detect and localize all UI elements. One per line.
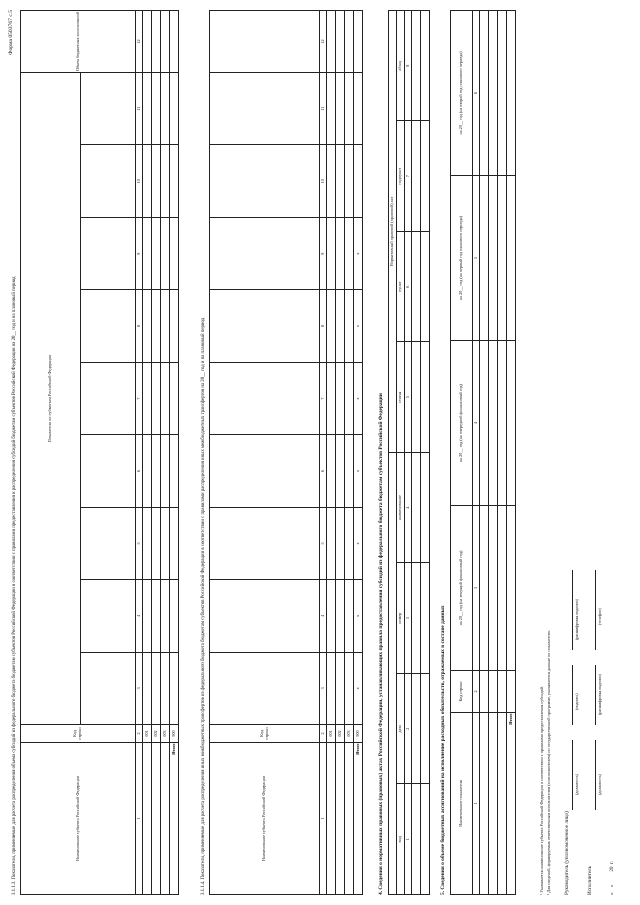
column-number: 3: [136, 652, 143, 724]
s2-col-name: Наименование субъекта Российской Федерации: [210, 743, 320, 895]
table-section4: Нормативный правовой (правовой) акт вид дата номер наименование статья пункт подпункт абзац 1 2 3 4 5 6 7 8: [388, 10, 430, 895]
footnote-1: ¹ Указывается наименование субъекта Российской Федерации в соответствии с правилами предоставления субсидий.: [539, 685, 544, 895]
total-row: Итого 900 x x x x x x x: [354, 11, 363, 895]
table-row: [498, 11, 507, 895]
column-number: 10: [136, 145, 143, 217]
column-number: 8: [136, 290, 143, 362]
s2-col-code: Код строки: [210, 725, 320, 743]
column-number: 12: [136, 11, 143, 73]
column-number: 3: [320, 652, 327, 724]
footnote-2: ² Для сведений, формируемых ответственным исполнителем (соисполнителем) по государственной программе, указываются данные по показателю.: [546, 630, 551, 895]
column-number: 9: [320, 217, 327, 289]
table-row: 002: [336, 11, 345, 895]
column-number: 1: [320, 743, 327, 895]
signature-head-label: Руководитель (уполномоченное лицо): [564, 811, 570, 895]
s1-col-last: Объем бюджетных ассигнований: [21, 11, 136, 73]
table-section1: [20, 10, 179, 895]
s1-group-head: Показатели по субъектам Российской Федерации: [21, 73, 81, 725]
s1-col-name: Наименование субъекта Российской Федерации: [21, 743, 136, 895]
column-number: 5: [136, 507, 143, 579]
s2-number-row: [320, 11, 327, 895]
table-row: 002: [152, 11, 161, 895]
section1-title: 3.1.1.3. Показатели, применяемые для расчета распределения объема субсидий из федерального бюджета бюджетам субъектов Российской Федерации в соответствии с правилами предоставления и распределения субсидий бюджетам субъектов Российской Федерации на 20__ год и на плановый период: [12, 276, 17, 895]
table-row: 001: [327, 11, 336, 895]
table-row: [412, 11, 421, 895]
column-number: 11: [320, 73, 327, 146]
column-number: 1: [136, 743, 143, 895]
column-number: 4: [320, 580, 327, 652]
s4-right-head: Нормативный правовой (правовой) акт: [389, 11, 397, 453]
column-number: 6: [136, 435, 143, 507]
rotated-form-sheet: Форма 0503767 с.5 3.1.1.3. Показатели, применяемые для расчета распределения объема субсидий из федерального бюджета бюджетам субъектов Российской Федерации в соответствии с правилами предоставления и распределения субсидий бюджетам субъектов Российской Федерации на 20__ год и на плановый период Наименование субъекта Российской Федерации Код строки Показатели по субъектам Российской Федерации Объем бюджетных ассигнований 1 2 3 4 5 6 7 8 9 10 11 12 001 002 003 Итого 900 3.1.1.4. Показатели, применяемые для расчета распределения иных межбюджетных трансфертов из федерального бюджета бюджетам субъектов Российской Федерации в соответствии с правилами распределения иных межбюджетных трансфертов на 20__ год и на плановый период Наименование субъекта Российской Федерации Код строки 1 2 3 4 5 6 7 8 9 10 11 12 001 002 003 Итого 900 x x x x x x x 4. Сведения о нормативных правовых (правовых) актах Российской Федерации, устанавливающих правила предоставления субсидий из федерального бюджета бюджетам субъектов Российской Федерации Нормативный правовой (правовой) акт вид дата номер наименование статья пункт подпункт абзац 1 2 3 4 5 6 7 8 5. Сведения о объеме бюджетных ассигнований на исполнение расходных обязательств, отражаемых в составе данных Наименование показателя Код строки на 20__ год (на текущий финансовый год) на 20__ год (на очередной финансовый год) на 20__ год (на первый год планового периода) на 20__ год (на второй год планового периода) 1 2 3 4 5 6 Итого ¹ Указывается наименование субъекта Российской Федерации в соответствии с правилами предоставления субсидий. ² Для сведений, формируемых ответственным исполнителем (соисполнителем) по государственной программе, указываются данные по показателю. Руководитель (уполномоченное лицо) (должность) (подпись) (расшифровка подписи) Исполнитель (должность) (расшифровка подписи) (телефон) « » 20 г.: [0, 0, 640, 905]
table-row: [489, 11, 498, 895]
column-number: 7: [320, 362, 327, 434]
table-section2: [209, 10, 363, 895]
total-row: Итого: [507, 11, 516, 895]
column-number: 9: [136, 217, 143, 289]
signature-date: « » 20 г.: [609, 861, 615, 895]
column-number: 2: [136, 725, 143, 743]
signature-exec-label: Исполнитель: [587, 865, 593, 895]
table-row: [421, 11, 430, 895]
form-code: Форма 0503767 с.5: [8, 10, 14, 55]
section2-title: 3.1.1.4. Показатели, применяемые для расчета распределения иных межбюджетных трансфертов из федерального бюджета бюджетам субъектов Российской Федерации в соответствии с правилами распределения иных межбюджетных трансфертов на 20__ год и на плановый период: [201, 317, 206, 895]
column-number: 6: [320, 435, 327, 507]
column-number: 5: [320, 507, 327, 579]
column-number: 8: [320, 290, 327, 362]
column-number: 7: [136, 362, 143, 434]
column-number: 10: [320, 145, 327, 217]
column-number: 12: [320, 11, 327, 73]
table-section5: Наименование показателя Код строки на 20__ год (на текущий финансовый год) на 20__ год (на очередной финансовый год) на 20__ год (на первый год планового периода) на 20__ год (на второй год планового периода) 1 2 3 4 5 6 Итого: [450, 10, 516, 895]
table-row: 003: [345, 11, 354, 895]
table-row: 001: [143, 11, 152, 895]
column-number: 11: [136, 73, 143, 146]
section4-title: 4. Сведения о нормативных правовых (правовых) актах Российской Федерации, устанавливающих правила предоставления субсидий из федерального бюджета бюджетам субъектов Российской Федерации: [378, 393, 384, 895]
s1-number-row: [136, 11, 143, 895]
column-number: 4: [136, 580, 143, 652]
table-row: [480, 11, 489, 895]
section5-title: 5. Сведения о объеме бюджетных ассигнований на исполнение расходных обязательств, отражаемых в составе данных: [440, 605, 446, 895]
total-row: Итого 900: [170, 11, 179, 895]
table-row: 003: [161, 11, 170, 895]
column-number: 2: [320, 725, 327, 743]
s1-col-code: Код строки: [21, 725, 136, 743]
